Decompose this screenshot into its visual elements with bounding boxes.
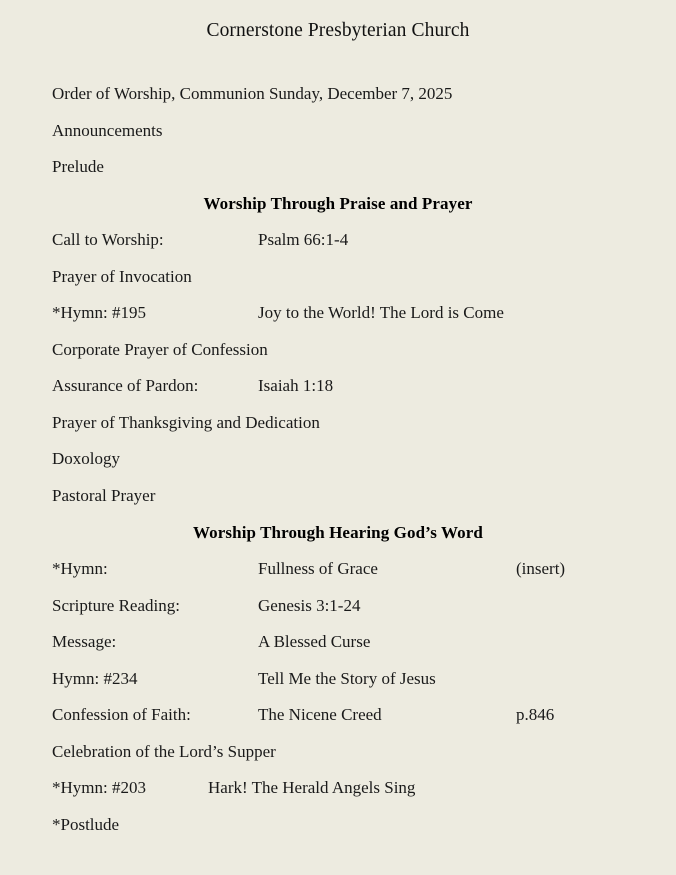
order-item-row bbox=[0, 697, 676, 734]
order-item-detail: Tell Me the Story of Jesus bbox=[258, 668, 436, 688]
order-item-detail: Isaiah 1:18 bbox=[258, 376, 334, 396]
order-item-label: Scripture Reading: bbox=[52, 595, 180, 615]
order-item-detail: Genesis 3:1-24 bbox=[258, 595, 361, 615]
order-item-row bbox=[0, 734, 676, 771]
order-item-reference: (insert) bbox=[516, 559, 566, 579]
order-item-label: *Postlude bbox=[52, 814, 120, 834]
order-item-row bbox=[0, 113, 676, 150]
order-item-row bbox=[0, 149, 676, 186]
order-item-detail: The Nicene Creed bbox=[258, 705, 382, 725]
order-item-row bbox=[0, 222, 676, 259]
order-item-label: Confession of Faith: bbox=[52, 705, 191, 725]
order-item-label: Prelude bbox=[52, 157, 104, 177]
order-item-label: Order of Worship, Communion Sunday, December 7, 2025 bbox=[52, 84, 453, 103]
order-item-row bbox=[0, 807, 676, 844]
order-item-row bbox=[0, 770, 676, 807]
order-item-label: Pastoral Prayer bbox=[52, 486, 156, 506]
order-item-row bbox=[0, 405, 676, 442]
order-item-label: Message: bbox=[52, 632, 117, 652]
page-title: Cornerstone Presbyterian Church bbox=[206, 20, 470, 41]
order-item-row bbox=[0, 76, 676, 113]
order-item-row bbox=[0, 661, 676, 698]
order-item-row bbox=[0, 624, 676, 661]
order-item-row bbox=[0, 295, 676, 332]
order-item-row bbox=[0, 478, 676, 515]
order-item-label: Celebration of the Lord’s Supper bbox=[52, 741, 276, 761]
order-item-label: Prayer of Thanksgiving and Dedication bbox=[52, 412, 320, 432]
order-item-label: *Hymn: #195 bbox=[52, 303, 146, 323]
order-item-detail: Psalm 66:1-4 bbox=[258, 230, 349, 250]
order-item-label: Doxology bbox=[52, 449, 120, 469]
order-item-row bbox=[0, 368, 676, 405]
order-item-detail: Fullness of Grace bbox=[258, 559, 378, 579]
order-of-worship-list bbox=[0, 76, 676, 843]
order-item-detail: Hark! The Herald Angels Sing bbox=[208, 778, 416, 798]
order-item-label: Hymn: #234 bbox=[52, 668, 138, 688]
order-item-detail: Joy to the World! The Lord is Come bbox=[258, 303, 504, 323]
order-item-reference: p.846 bbox=[516, 705, 555, 725]
section-heading bbox=[0, 515, 676, 552]
order-item-label: *Hymn: bbox=[52, 559, 108, 579]
order-item-label: Assurance of Pardon: bbox=[52, 376, 199, 396]
order-item-label: Call to Worship: bbox=[52, 230, 164, 250]
order-item-label: *Hymn: #203 bbox=[52, 778, 146, 798]
order-item-row bbox=[0, 332, 676, 369]
order-item-row bbox=[0, 259, 676, 296]
order-item-detail: A Blessed Curse bbox=[258, 632, 371, 652]
order-item-label: Prayer of Invocation bbox=[52, 266, 192, 286]
order-item-label: Announcements bbox=[52, 120, 163, 140]
order-item-row bbox=[0, 441, 676, 478]
section-heading bbox=[0, 186, 676, 223]
section-heading-text: Worship Through Praise and Prayer bbox=[203, 193, 473, 213]
order-item-label: Corporate Prayer of Confession bbox=[52, 339, 268, 359]
order-item-row bbox=[0, 551, 676, 588]
section-heading-text: Worship Through Hearing God’s Word bbox=[193, 522, 483, 542]
order-item-row bbox=[0, 588, 676, 625]
